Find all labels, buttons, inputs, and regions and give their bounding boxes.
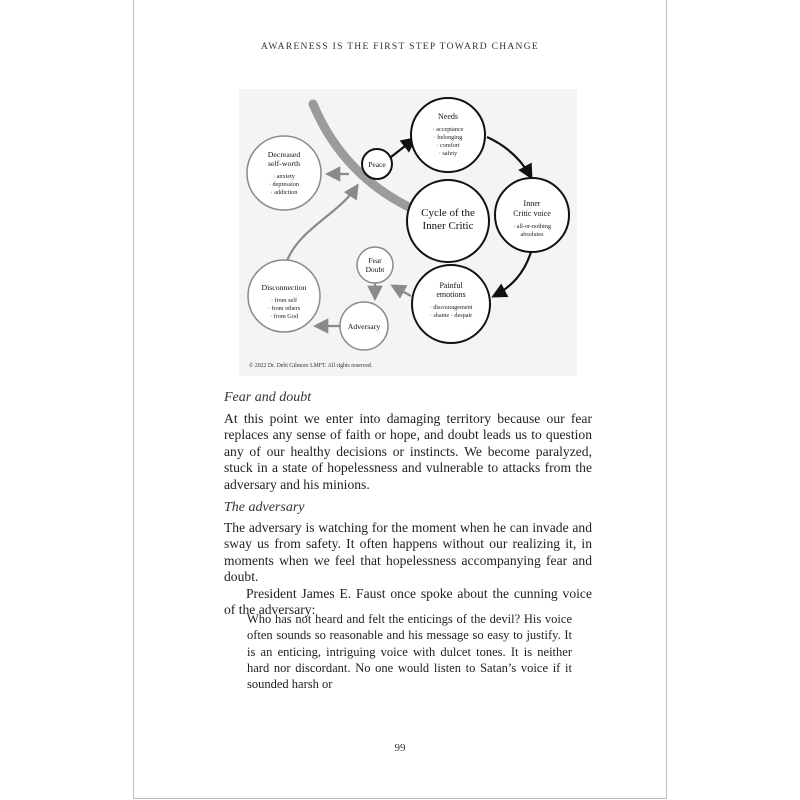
paragraph: At this point we enter into damaging territory because our fear replaces any sense of faith or hope, and doubt leads us to question any of our healthy decisions or instincts. We become paralyzed, stuck in a state of hopelessness and vulnerable to attacks from the adversary and his minions.	[224, 411, 592, 492]
needs-item: · belonging	[433, 134, 463, 141]
inner-critic-title-1: Inner	[523, 199, 541, 208]
decreased-item: · anxiety	[273, 173, 295, 180]
inner-critic-title-2: Critic voice	[513, 209, 551, 218]
section-fear-and-doubt	[224, 411, 592, 493]
center-line-1: Cycle of the	[421, 207, 475, 219]
painful-item: · discouragement	[429, 304, 473, 311]
decreased-item: · addiction	[270, 189, 298, 196]
decreased-title-2: self-worth	[267, 159, 301, 168]
fear-label: Fear	[368, 256, 382, 265]
book-page	[133, 0, 667, 799]
doubt-label: Doubt	[365, 265, 385, 274]
heading-fear-and-doubt: Fear and doubt	[224, 390, 312, 405]
adversary-label: Adversary	[347, 322, 381, 331]
page-number: 99	[394, 742, 406, 754]
copyright: © 2022 Dr. Debi Gilmore LMFT. All rights reserved.	[249, 363, 373, 369]
painful-item: · shame · despair	[429, 312, 473, 319]
needs-item: · acceptance	[432, 126, 464, 133]
disconnection-circle	[248, 260, 320, 332]
heading-the-adversary: The adversary	[224, 500, 305, 515]
needs-title: Needs	[438, 112, 458, 121]
decreased-title-1: Decreased	[267, 150, 301, 159]
blockquote: Who has not heard and felt the enticings of the devil? His voice often sounds so reasonable and his message so easy to justify. It is an enticing, intriguing voice with dulcet tones. It is neither hard nor discordant. No one would listen to Satan’s voice if it sounded harsh or	[247, 612, 572, 692]
center-line-2: Inner Critic	[422, 220, 474, 232]
disconnection-title: Disconnection	[261, 283, 307, 292]
running-head: AWARENESS IS THE FIRST STEP TOWARD CHANGE	[261, 42, 539, 52]
disconnection-item: · from self	[270, 297, 298, 304]
needs-item: · comfort	[436, 142, 460, 149]
inner-critic-diagram	[239, 89, 577, 376]
disconnection-item: · from God	[270, 313, 298, 320]
inner-critic-item: absolutes	[520, 231, 544, 238]
section-the-adversary	[224, 520, 592, 618]
painful-title-1: Painful	[439, 281, 463, 290]
inner-critic-item: · all-or-nothing	[513, 223, 551, 230]
peace-label: Peace	[368, 160, 386, 169]
needs-item: · safety	[438, 150, 458, 157]
disconnection-item: · from others	[267, 305, 301, 312]
paragraph: President James E. Faust once spoke about the cunning voice of the adversary:	[224, 585, 592, 618]
paragraph: The adversary is watching for the moment when he can invade and sway us from safety. It often happens without our realizing it, in moments when we feel that hopelessness accompanying fear and doubt.	[224, 520, 592, 585]
decreased-item: · depression	[268, 181, 300, 188]
painful-title-2: emotions	[436, 290, 466, 299]
